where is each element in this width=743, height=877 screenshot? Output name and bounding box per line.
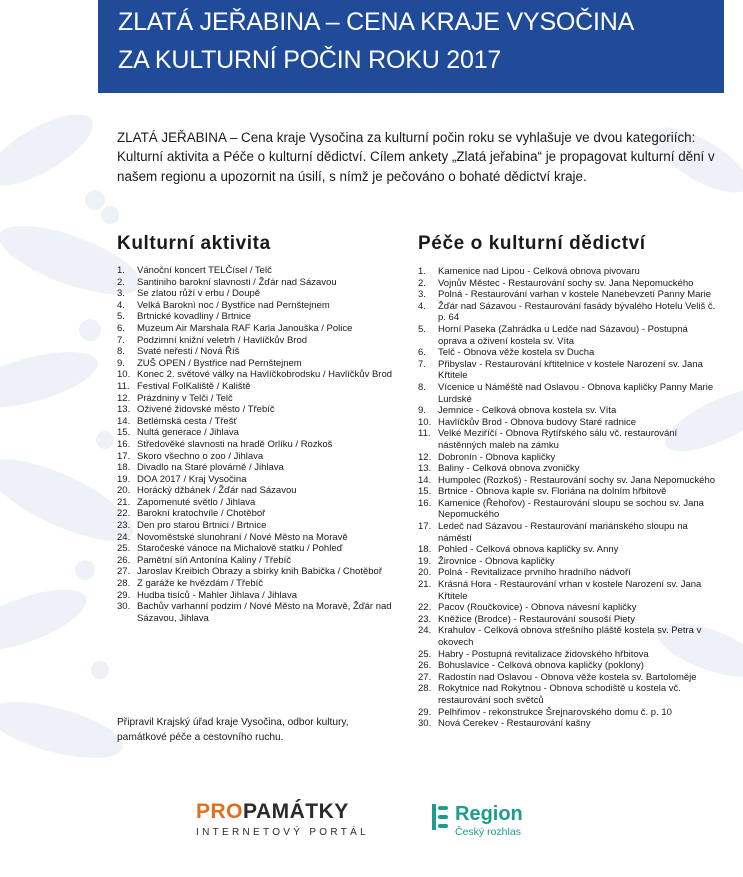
item-number: 5.: [117, 311, 125, 323]
item-number: 23.: [418, 613, 432, 625]
item-text: Bachův varhanní podzim / Nové Město na Moravě, Žďár nad Sázavou, Jihlava: [137, 601, 392, 624]
list-item: [418, 649, 718, 661]
item-number: 22.: [117, 508, 131, 520]
item-text: Svaté neřesti / Nová Říš: [137, 346, 240, 358]
item-text: Velká Baroknì noc / Bystřice nad Pernštejnem: [137, 299, 330, 311]
radio-wave-icon: [432, 804, 448, 830]
list-item: [418, 266, 718, 278]
item-number: 9.: [418, 405, 426, 417]
list-item: [117, 590, 397, 602]
item-number: 29.: [117, 589, 131, 601]
item-text: Betlémská cesta / Třešť: [137, 415, 238, 427]
list-item: [418, 452, 718, 464]
item-number: 30.: [418, 718, 432, 730]
item-number: 11.: [117, 380, 130, 392]
item-text: Konec 2. světové války na Havlíčkobrodsku / Havlíčkův Brod: [137, 369, 393, 381]
item-number: 14.: [418, 474, 432, 486]
list-item: [418, 672, 718, 684]
item-text: Radostín nad Oslavou - Obnova věže kostela sv. Bartoloměje: [438, 671, 697, 683]
item-number: 29.: [418, 706, 432, 718]
item-number: 2.: [418, 277, 426, 289]
item-number: 27.: [418, 671, 432, 683]
item-text: Barokní kratochvíle / Chotěboř: [137, 508, 266, 520]
list-item: [418, 324, 718, 347]
list-item: [117, 462, 397, 474]
item-text: Oživené židovské město / Třebíč: [137, 404, 275, 416]
item-text: Velké Meziříčí - Obnova Rytířského sálu vč. restaurování nástěnných maleb na zámku: [438, 428, 678, 451]
logo-pamatky-text: PAMÁTKY: [243, 800, 349, 823]
list-item: [117, 566, 397, 578]
item-number: 17.: [117, 450, 131, 462]
item-number: 21.: [418, 579, 432, 591]
list-item: [418, 486, 718, 498]
list-item: [418, 475, 718, 487]
list-item: [117, 358, 397, 370]
item-number: 16.: [418, 497, 432, 509]
item-text: Rokytnice nad Rokytnou - Obnova schodiště u kostela vč. restaurování soch světců: [438, 683, 681, 706]
item-number: 28.: [117, 578, 131, 590]
list-item: [418, 417, 718, 429]
title-line-1: ZLATÁ JEŘABINA – CENA KRAJE VYSOČINA: [118, 8, 635, 36]
item-number: 7.: [117, 334, 125, 346]
list-item: [117, 265, 397, 277]
item-number: 7.: [418, 358, 426, 370]
item-text: Se zlatou růží v erbu / Doupě: [137, 288, 261, 300]
kulturni-aktivita-list: [117, 265, 397, 624]
title-line-2: ZA KULTURNÍ POČIN ROKU 2017: [118, 46, 502, 74]
item-number: 17.: [418, 521, 432, 533]
item-text: Zapomenuté světlo / Jihlava: [137, 496, 256, 508]
item-text: Středověké slavnosti na hradě Orlíku / Rozkoš: [137, 438, 333, 450]
item-number: 21.: [117, 496, 131, 508]
item-text: Jemnice - Celková obnova kostela sv. Víta: [438, 405, 617, 417]
list-item: [418, 567, 718, 579]
list-item: [117, 497, 397, 509]
item-text: Kněžice (Brodce) - Restaurování sousoší Piety: [438, 613, 635, 625]
intro-paragraph: ZLATÁ JEŘABINA – Cena kraje Vysočina za kulturní počin roku se vyhlašuje ve dvou kategoriích: Kulturní aktivita a Péče o kulturní dědictví. Cílem ankety „Zlatá jeřabina“ je propagovat kulturní dění v našem regionu a upozornit na úsilí, s nímž je pečováno o bohaté dědictví kraje.: [117, 130, 715, 184]
item-number: 13.: [418, 463, 432, 475]
logo-tagline: INTERNETOVÝ PORTÁL: [196, 827, 369, 838]
list-item: [117, 416, 397, 428]
item-number: 16.: [117, 438, 131, 450]
pece-o-dedictvi-list: [418, 266, 718, 730]
list-item: [418, 498, 718, 521]
list-item: [418, 463, 718, 475]
item-text: Brtnice - Obnova kaple sv. Floriána na dolním hřbitově: [438, 486, 667, 498]
item-number: 12.: [117, 392, 131, 404]
list-item: [117, 451, 397, 463]
item-text: Kamenice nad Lipou - Celková obnova pivovaru: [438, 266, 640, 277]
item-text: Podzimní knižní veletrh / Havlíčkův Brod: [137, 334, 308, 346]
item-text: Habry - Postupná revitalizace židovského hřbitova: [438, 648, 649, 660]
item-number: 27.: [117, 566, 131, 578]
item-number: 20.: [418, 567, 432, 579]
list-item: [418, 625, 718, 648]
item-text: Staročeské vánoce na Michalově statku / Pohleď: [137, 543, 343, 555]
item-number: 3.: [117, 288, 125, 300]
title-banner: [98, 0, 724, 93]
item-number: 10.: [117, 369, 131, 381]
list-item: [117, 323, 397, 335]
list-item: [418, 521, 718, 544]
propamatky-logo: [196, 800, 369, 838]
item-text: Nová Cerekev - Restaurování kašny: [438, 718, 591, 730]
list-item: [418, 301, 718, 324]
list-item: [117, 508, 397, 520]
item-text: Den pro starou Brtnici / Brtnice: [137, 520, 267, 532]
item-number: 8.: [117, 346, 125, 358]
list-item: [418, 544, 718, 556]
item-text: Polná - Revitalizace prvního hradního nádvoří: [438, 567, 631, 579]
item-text: Dobronín - Obnova kapličky: [438, 451, 556, 463]
item-text: Pelhřimov - rekonstrukce Šrejnarovského domu č. p. 10: [438, 706, 672, 718]
item-text: Přibyslav - Restaurování křtitelnice v kostele Narození sv. Jana Křtitele: [438, 358, 703, 382]
item-text: Jaroslav Kreibich Obrazy a sbírky knih Babička / Chotěboř: [137, 566, 382, 578]
item-number: 15.: [418, 486, 432, 498]
item-text: Telč - Obnova věže kostela sv Ducha: [438, 347, 595, 359]
item-text: Horní Paseka (Zahrádka u Ledče nad Sázavou) - Postupná oprava a oživení kostela sv. Víta: [438, 323, 688, 347]
item-text: DOA 2017 / Kraj Vysočina: [137, 473, 247, 485]
list-item: [418, 278, 718, 290]
item-number: 28.: [418, 683, 432, 695]
item-text: Festival FolKaliště / Kaliště: [137, 380, 251, 392]
list-item: [117, 404, 397, 416]
list-item: [418, 683, 718, 706]
list-item: [117, 335, 397, 347]
item-number: 19.: [117, 473, 131, 485]
list-item: [117, 277, 397, 289]
item-text: Humpolec (Rozkoš) - Restaurování sochy sv. Jana Nepomuckého: [438, 474, 716, 486]
list-item: [418, 289, 718, 301]
list-item: [418, 660, 718, 672]
item-text: Pacov (Roučkovice) - Obnova návesní kapličky: [438, 602, 637, 614]
item-number: 3.: [418, 289, 426, 301]
item-text: Pohled - Celková obnova kapličky sv. Anny: [438, 544, 619, 556]
item-text: Nultá generace / Jihlava: [137, 427, 239, 439]
item-number: 30.: [117, 601, 131, 613]
item-number: 6.: [418, 347, 426, 359]
item-text: Skoro všechno o zoo / Jihlava: [137, 450, 264, 462]
list-item: [418, 556, 718, 568]
item-text: Vícenice u Náměště nad Oslavou - Obnova kapličky Panny Marie Lurdské: [438, 381, 714, 405]
item-text: ZUŠ OPEN / Bystřice nad Pernštejnem: [137, 357, 302, 369]
item-number: 12.: [418, 451, 432, 463]
item-text: Havlíčkův Brod - Obnova budovy Staré radnice: [438, 416, 637, 428]
item-text: Horácký džbánek / Žďár nad Sázavou: [137, 485, 297, 497]
item-text: Z garáže ke hvězdám / Třebíč: [137, 578, 264, 590]
list-item: [117, 543, 397, 555]
item-text: Pamětní síň Antonína Kaliny / Třebíč: [137, 554, 292, 566]
list-item: [418, 359, 718, 382]
list-item: [117, 555, 397, 567]
item-number: 26.: [117, 554, 131, 566]
item-text: Vánoční koncert TELČísel / Telč: [137, 265, 272, 276]
item-number: 2.: [117, 276, 125, 288]
list-item: [117, 381, 397, 393]
list-item: [418, 614, 718, 626]
heading-pece-o-dedictvi: Péče o kulturní dědictví: [418, 233, 646, 254]
item-text: Ledeč nad Sázavou - Restaurování mariánského sloupu na náměstí: [438, 521, 688, 544]
item-number: 15.: [117, 427, 131, 439]
list-item: [117, 520, 397, 532]
item-number: 4.: [117, 299, 125, 311]
item-number: 24.: [117, 531, 131, 543]
item-number: 8.: [418, 381, 426, 393]
item-number: 1.: [418, 266, 426, 277]
list-item: [117, 369, 397, 381]
item-number: 11.: [418, 428, 431, 440]
item-number: 25.: [117, 543, 131, 555]
item-number: 19.: [418, 555, 432, 567]
item-number: 4.: [418, 300, 426, 312]
item-number: 6.: [117, 322, 125, 334]
item-text: Brtnické kovadliny / Brtnice: [137, 311, 252, 323]
list-item: [418, 405, 718, 417]
list-item: [418, 602, 718, 614]
heading-kulturni-aktivita: Kulturní aktivita: [117, 233, 271, 254]
prepared-by-note: Připravil Krajský úřad kraje Vysočina, odbor kultury, památkové péče a cestovního ruchu.: [117, 717, 349, 743]
item-text: Vojnův Městec - Restaurování sochy sv. Jana Nepomuckého: [438, 277, 694, 289]
item-number: 25.: [418, 648, 432, 660]
list-item: [418, 428, 718, 451]
item-number: 24.: [418, 625, 432, 637]
list-item: [418, 707, 718, 719]
item-text: Krahulov - Celková obnova střešního pláště kostela sv. Petra v okovech: [438, 625, 702, 648]
list-item: [117, 474, 397, 486]
list-item: [117, 427, 397, 439]
item-text: Bohuslavice - Celková obnova kapličky (poklony): [438, 660, 644, 672]
list-item: [418, 347, 718, 359]
item-text: Prázdniny v Telči / Telč: [137, 392, 233, 404]
list-item: [117, 578, 397, 590]
list-item: [117, 311, 397, 323]
region-sub: Český rozhlas: [455, 826, 521, 838]
item-text: Hudba tisíců - Mahler Jihlava / Jihlava: [137, 589, 297, 601]
item-number: 18.: [117, 462, 131, 474]
item-number: 1.: [117, 265, 125, 276]
item-number: 26.: [418, 660, 432, 672]
item-text: Muzeum Air Marshala RAF Karla Janouška / Police: [137, 322, 353, 334]
list-item: [418, 579, 718, 602]
item-number: 22.: [418, 602, 432, 614]
logo-pro-text: PRO: [196, 800, 244, 823]
item-number: 9.: [117, 357, 125, 369]
list-item: [117, 601, 397, 624]
list-item: [117, 485, 397, 497]
region-cesky-rozhlas-logo: [432, 804, 523, 838]
list-item: [117, 300, 397, 312]
item-text: Baliny - Celková obnova zvoničky: [438, 463, 580, 475]
item-text: Žďár nad Sázavou - Restaurování fasády bývalého Hotelu Veliš č. p. 64: [438, 300, 716, 324]
item-text: Santiniho barokní slavnosti / Žďár nad Sázavou: [137, 276, 337, 288]
item-text: Kamenice (Řehořov) - Restaurování sloupu se sochou sv. Jana Nepomuckého: [438, 497, 704, 521]
item-text: Novoměstské slunohraní / Nové Město na Moravě: [137, 531, 348, 543]
region-name: Region: [455, 803, 523, 825]
item-text: Žirovnice - Obnova kapličky: [438, 555, 555, 567]
item-text: Polná - Restaurování varhan v kostele Nanebevzetí Panny Marie: [438, 289, 712, 301]
item-number: 14.: [117, 415, 131, 427]
item-number: 23.: [117, 520, 131, 532]
list-item: [117, 532, 397, 544]
item-text: Divadlo na Staré plovárně / Jihlava: [137, 462, 284, 474]
item-text: Krásná Hora - Restaurování vrhan v kostele Narození sv. Jana Křtitele: [438, 579, 702, 602]
list-item: [418, 382, 718, 405]
list-item: [117, 346, 397, 358]
list-item: [418, 718, 718, 730]
item-number: 18.: [418, 544, 432, 556]
list-item: [117, 393, 397, 405]
item-number: 5.: [418, 323, 426, 335]
list-item: [117, 288, 397, 300]
item-number: 10.: [418, 416, 432, 428]
list-item: [117, 439, 397, 451]
item-number: 13.: [117, 404, 131, 416]
item-number: 20.: [117, 485, 131, 497]
